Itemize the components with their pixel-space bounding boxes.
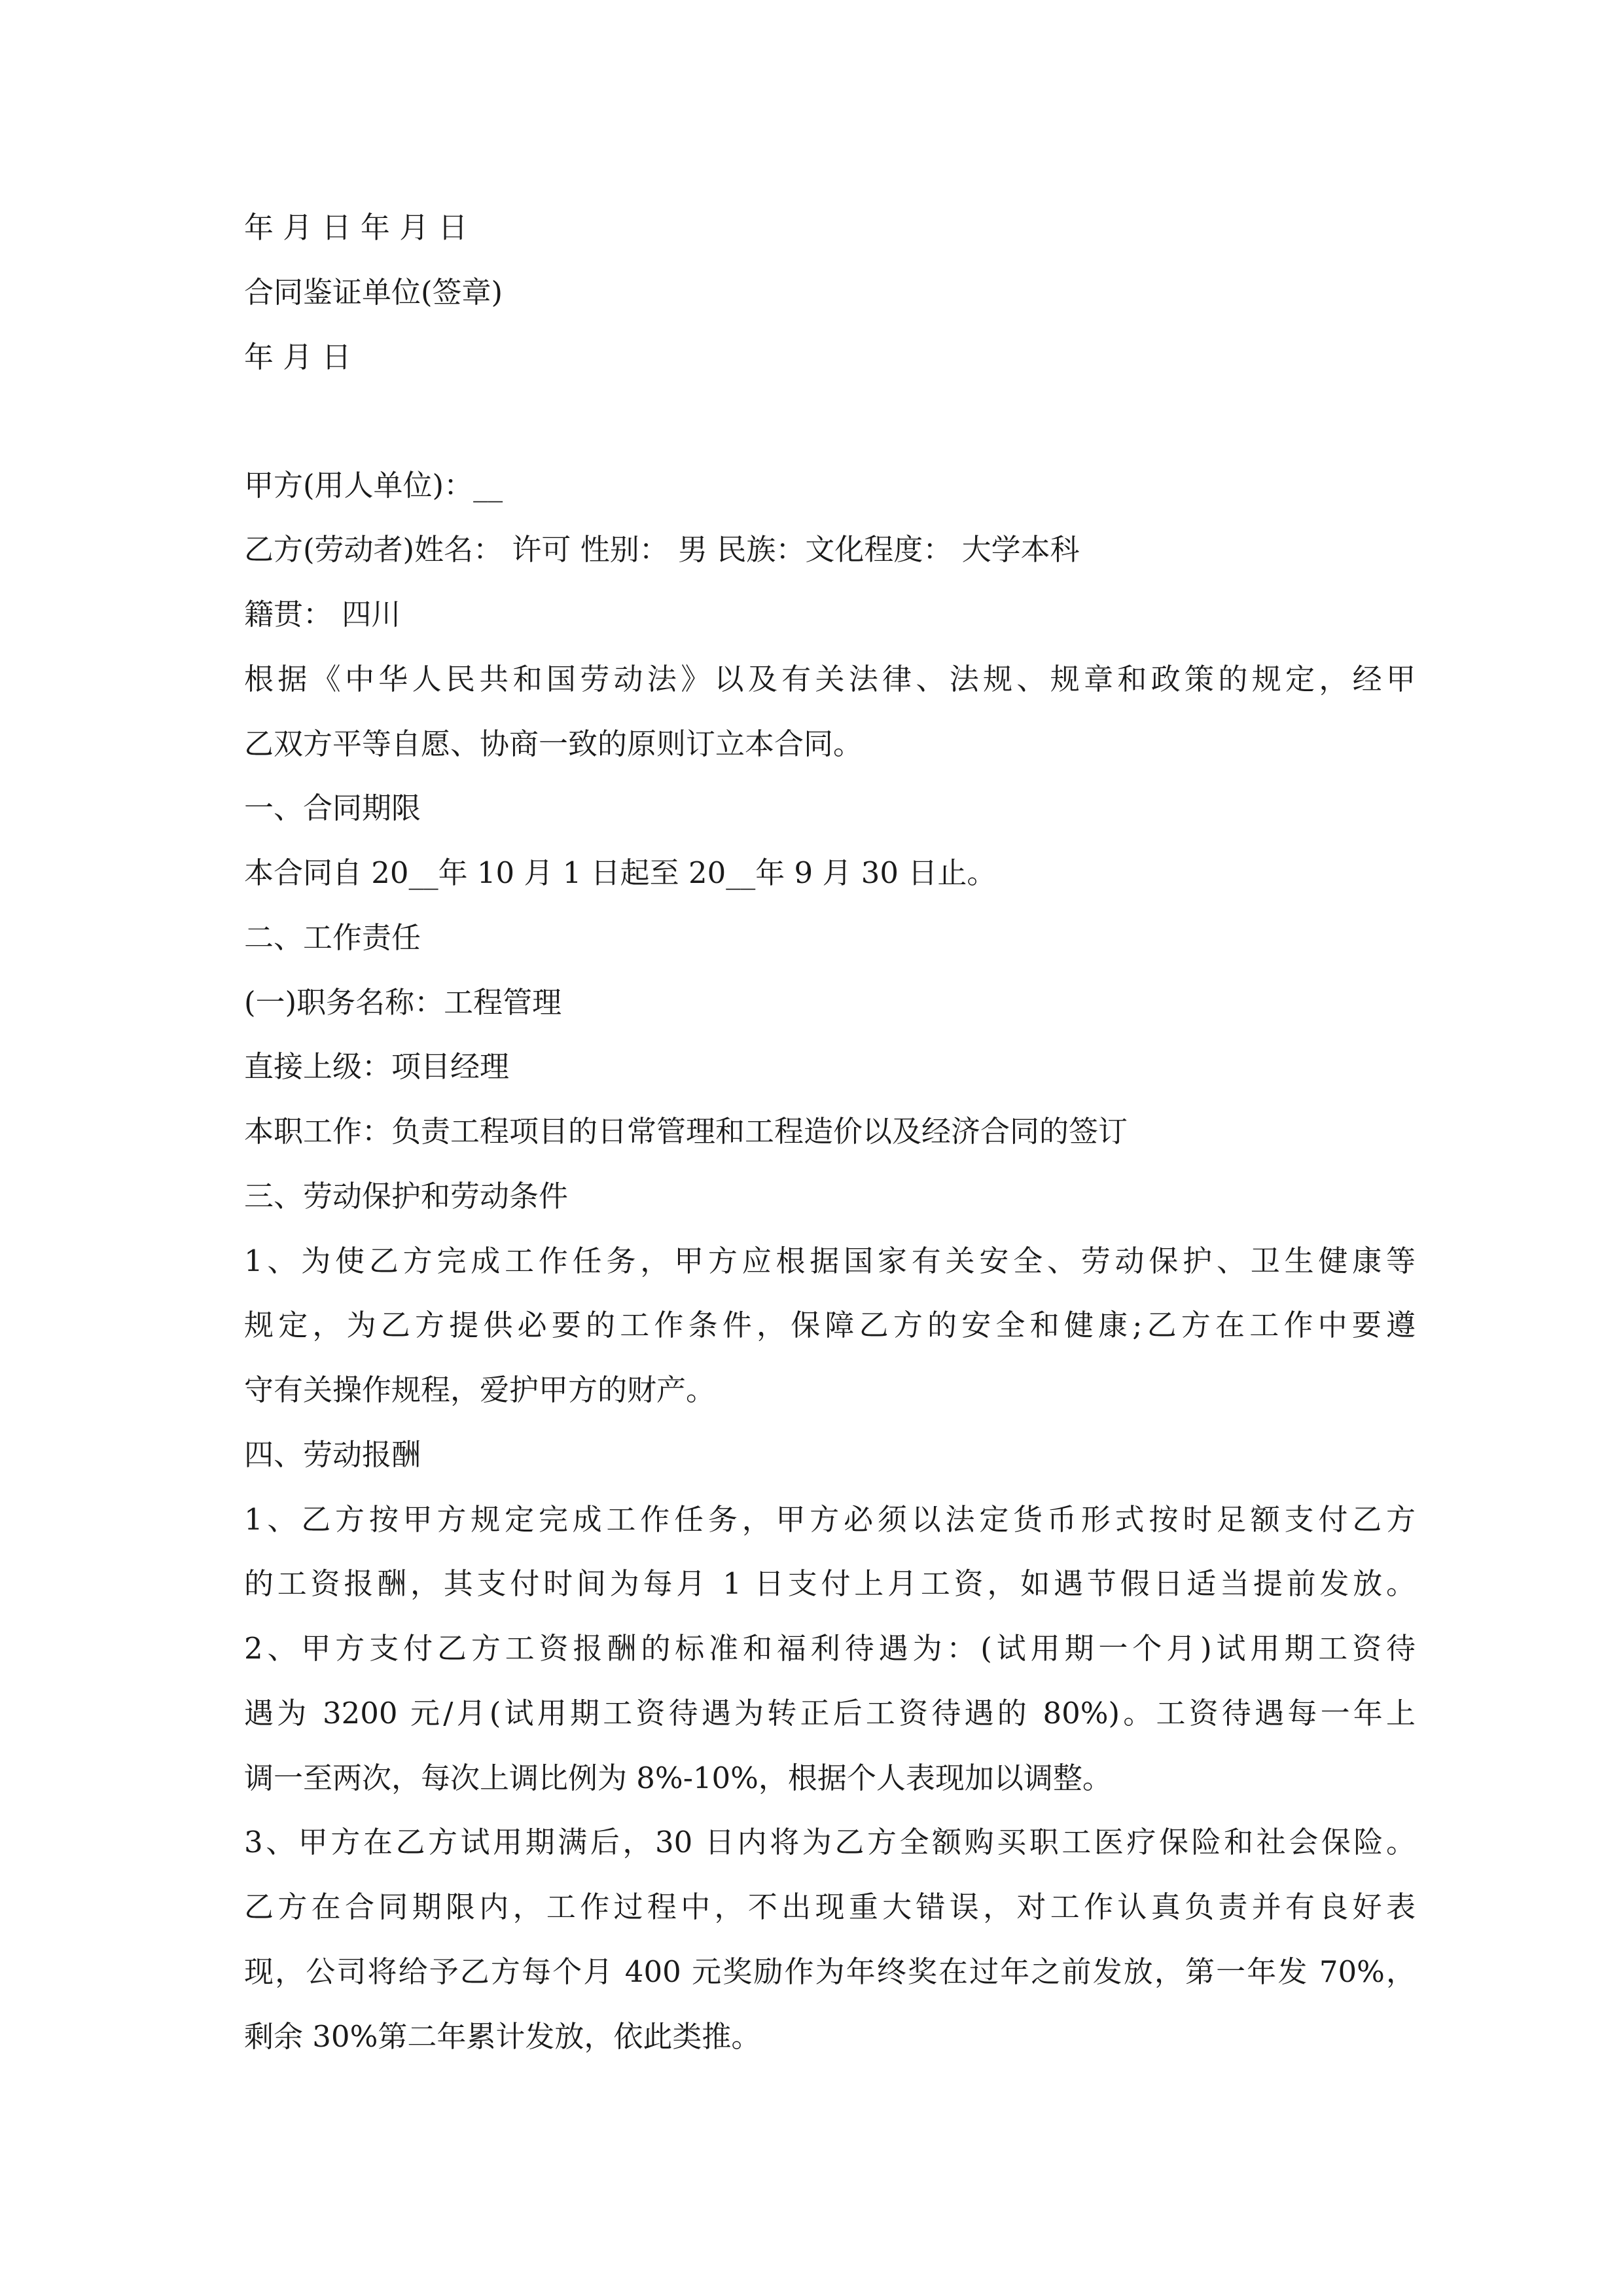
- remuneration-clause-2-line-3: 调一至两次，每次上调比例为 8%-10%，根据个人表现加以调整。: [244, 1761, 1112, 1795]
- protection-clause-line-1: 1、为使乙方完成工作任务，甲方应根据国家有关安全、劳动保护、卫生健康等: [244, 1244, 1416, 1278]
- date-line-verification: 年 月 日: [244, 340, 351, 374]
- party-a-line: 甲方(用人单位)：__: [244, 468, 503, 503]
- job-duties-line: 本职工作：负责工程项目的日常管理和工程造价以及经济合同的签订: [244, 1114, 1128, 1149]
- remuneration-clause-2-line-1: 2、甲方支付乙方工资报酬的标准和福利待遇为：(试用期一个月)试用期工资待: [244, 1631, 1416, 1666]
- protection-clause-line-2: 规定，为乙方提供必要的工作条件，保障乙方的安全和健康;乙方在工作中要遵: [244, 1308, 1416, 1342]
- verification-unit-line: 合同鉴证单位(签章): [244, 275, 503, 310]
- remuneration-clause-1-line-1: 1、乙方按甲方规定完成工作任务，甲方必须以法定货币形式按时足额支付乙方: [244, 1502, 1416, 1537]
- remuneration-clause-3-line-4: 剩余 30%第二年累计发放，依此类推。: [244, 2019, 761, 2054]
- remuneration-clause-3-line-1: 3、甲方在乙方试用期满后，30 日内将为乙方全额购买职工医疗保险和社会保险。: [244, 1825, 1416, 1859]
- remuneration-clause-3-line-2: 乙方在合同期限内，工作过程中，不出现重大错误，对工作认真负责并有良好表: [244, 1890, 1416, 1924]
- protection-clause-line-3: 守有关操作规程，爱护甲方的财产。: [244, 1372, 716, 1407]
- preamble-line-2: 乙双方平等自愿、协商一致的原则订立本合同。: [244, 726, 863, 761]
- remuneration-clause-1-line-2: 的工资报酬，其支付时间为每月 1 日支付上月工资，如遇节假日适当提前发放。: [244, 1566, 1416, 1601]
- supervisor-line: 直接上级：项目经理: [244, 1049, 510, 1084]
- remuneration-clause-3-line-3: 现，公司将给予乙方每个月 400 元奖励作为年终奖在过年之前发放，第一年发 70%，: [244, 1954, 1416, 1989]
- job-title-line: (一)职务名称：工程管理: [244, 985, 562, 1020]
- party-b-info-line: 乙方(劳动者)姓名： 许可 性别： 男 民族：文化程度： 大学本科: [244, 532, 1080, 567]
- date-line-signatures: 年 月 日 年 月 日: [244, 210, 468, 245]
- section-heading-duties: 二、工作责任: [244, 920, 421, 955]
- remuneration-clause-2-line-2: 遇为 3200 元/月(试用期工资待遇为转正后工资待遇的 80%)。工资待遇每一年上: [244, 1696, 1416, 1731]
- native-place-line: 籍贯： 四川: [244, 597, 401, 632]
- preamble-line-1: 根据《中华人民共和国劳动法》以及有关法律、法规、规章和政策的规定，经甲: [244, 662, 1416, 696]
- contract-term-line: 本合同自 20__年 10 月 1 日起至 20__年 9 月 30 日止。: [244, 855, 997, 890]
- section-heading-term: 一、合同期限: [244, 791, 421, 825]
- section-heading-remuneration: 四、劳动报酬: [244, 1437, 421, 1472]
- section-heading-protection: 三、劳动保护和劳动条件: [244, 1179, 569, 1213]
